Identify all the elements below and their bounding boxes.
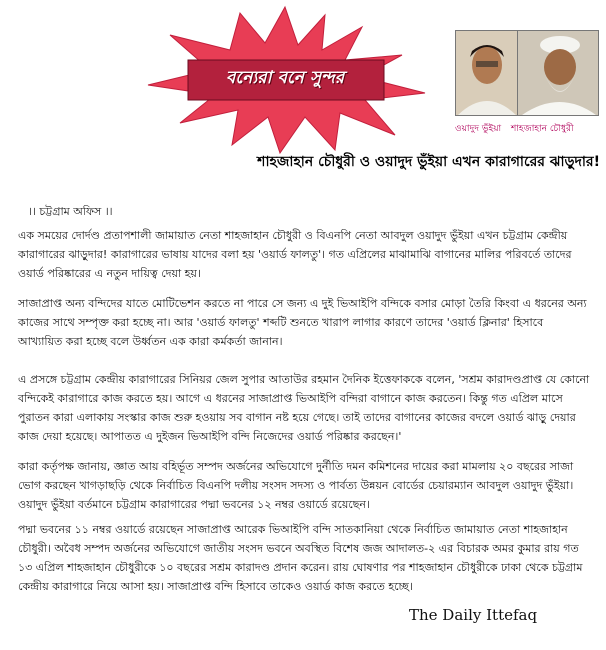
article-paragraph: কারা কর্তৃপক্ষ জানায়, জ্ঞাত আয় বহির্ভূত সম্পদ অর্জনের অভিযোগে দুর্নীতি দমন কমিশনের দায়ের করা মামলায় ২০ বছরের সাজা ভোগ করছেন খাগড়াছড়ি থেকে নির্বাচিত বিএনপি দলীয় সংসদ সদস্য ও পার্বত্য উন্নয়ন বোর্ডের চেয়ারম্যান আবদুল ওয়াদুদ ভুঁইয়া। ওয়াদুদ ভুঁইয়া বর্তমানে চট্টগ্রাম কারাগারের পদ্মা ভবনের ১২ নম্বর ওয়ার্ডে রয়েছেন। bbox=[18, 460, 574, 511]
banner-title: বন্যেরা বনে সুন্দর bbox=[225, 68, 345, 88]
article-paragraph: এক সময়ের দোর্দণ্ড প্রতাপশালী জামায়াত নেতা শাহজাহান চৌধুরী ও বিএনপি নেতা আবদুল ওয়াদুদ ভুঁইয়া এখন চট্টগ্রাম কেন্দ্রীয় কারাগারের ঝাড়ুদার! কারাগারের ভাষায় যাদের বলা হয় 'ওয়ার্ড ফালতু'। গত এপ্রিলের মাঝামাঝি বাগানের মালির পরিবর্তে তাদের ওয়ার্ড পরিষ্কারের এ নতুন দায়িত্ব দেয়া হয়। bbox=[18, 229, 572, 280]
newspaper-source: The Daily Ittefaq bbox=[409, 606, 538, 624]
article-paragraph: এ প্রসঙ্গে চট্টগ্রাম কেন্দ্রীয় কারাগারের সিনিয়র জেল সুপার আতাউর রহমান দৈনিক ইত্তেফাককে বলেন, 'সশ্রম কারাদণ্ডপ্রাপ্ত যে কোনো বন্দিকেই কারাগারে কাজ করতে হয়। আগে এ ধরনের সাজাপ্রাপ্ত ভিআইপি বন্দিরা বাগানে কাজ করতেন। কিন্তু গত এপ্রিল মাসে পুরাতন কারা এলাকায় সংস্কার কাজ শুরু হওয়ায় সব বাগান নষ্ট হয়ে গেছে। তাই তাদের বাগানের কাজের বদলে ওয়ার্ড ঝাড়ু দেয়ার কাজ দেয়া হয়েছে। আপাতত এ দুইজন ভিআইপি বন্দি নিজেদের ওয়ার্ড পরিষ্কার করছেন।' bbox=[18, 373, 590, 443]
dateline-office: ।। চট্টগ্রাম অফিস ।। bbox=[28, 205, 113, 218]
portrait-photo-wadud bbox=[455, 30, 519, 116]
article-headline: শাহজাহান চৌধুরী ও ওয়াদুদ ভুঁইয়া এখন কারাগারের ঝাড়ুদার! bbox=[257, 154, 600, 170]
article-paragraph: পদ্মা ভবনের ১১ নম্বর ওয়ার্ডে রয়েছেন সাজাপ্রাপ্ত আরেক ভিআইপি বন্দি সাতকানিয়া থেকে নির্বাচিত জামায়াত নেতা শাহজাহান চৌধুরী। অবৈধ সম্পদ অর্জনের অভিযোগে জাতীয় সংসদ ভবনে অবস্থিত বিশেষ জজ আদালত-২ এর বিচারক অমর কুমার রায় গত ১৩ এপ্রিল শাহজাহান চৌধুরীকে ১০ বছরের সশ্রম কারাদণ্ড প্রদান করেন। রায় ঘোষণার পর শাহজাহান চৌধুরীকে ঢাকা থেকে চট্টগ্রাম কেন্দ্রীয় কারাগারে নিয়ে আসা হয়। সাজাপ্রাপ্ত বন্দি হিসাবে তাকেও ওয়ার্ড কাজ করতে হচ্ছে। bbox=[18, 523, 583, 593]
portrait-photo-shahjahan bbox=[517, 30, 599, 116]
photo-caption-wadud: ওয়াদুদ ভুঁইয়া bbox=[455, 124, 502, 134]
photo-caption-shahjahan: শাহজাহান চৌধুরী bbox=[511, 124, 574, 134]
article-paragraph: সাজাপ্রাপ্ত অন্য বন্দিদের যাতে মোটিভেশন করতে না পারে সে জন্য এ দুই ভিআইপি বন্দিকে বসার মোড়া তৈরি কিংবা এ ধরনের অন্য কাজের সাথে সম্পৃক্ত করা হচ্ছে না। আর 'ওয়ার্ড ফালতু' শব্দটি শুনতে খারাপ লাগার কারণে তাদের 'ওয়ার্ড ক্লিনার' হিসাবে আখ্যায়িত করা হচ্ছে বলে উর্ধ্বতন এক কারা কর্মকর্তা জানান। bbox=[18, 297, 587, 348]
